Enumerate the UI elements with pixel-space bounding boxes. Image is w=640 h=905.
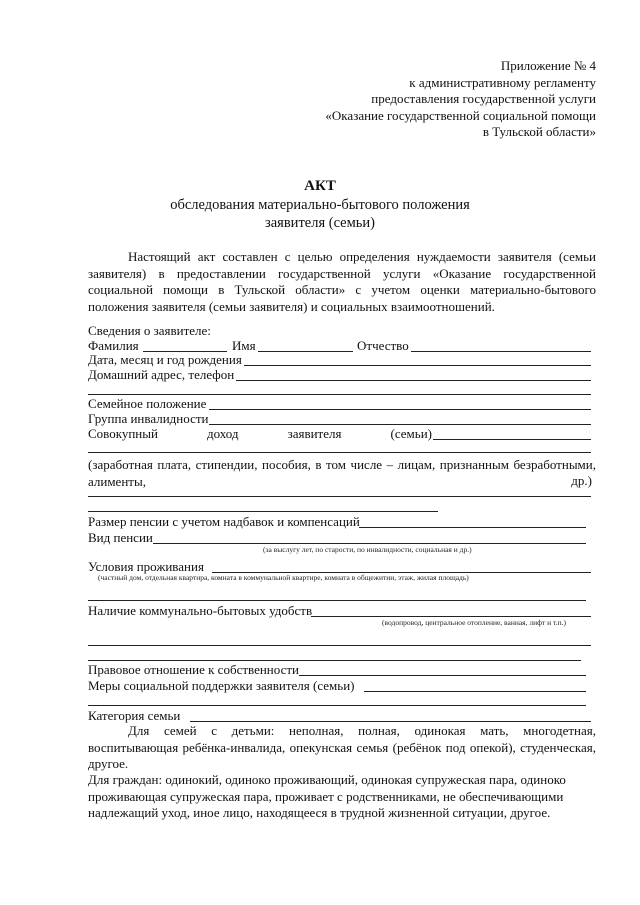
income-word: доход (207, 426, 239, 441)
income-detail-line[interactable] (88, 511, 438, 512)
annex-line: в Тульской области» (482, 124, 596, 139)
income-word: (семьи) (390, 426, 432, 441)
name-field[interactable] (258, 351, 353, 352)
annex-line: к административному регламенту (409, 74, 596, 90)
address-field-continuation[interactable] (88, 394, 591, 395)
citizen-category-options: Для граждан: одинокий, одиноко проживающий, одинокая супружеская пара, одиноко проживающая супружеская пара, проживает с родственниками, не обеспечивающими надлежащий уход, иное лицо, находящееся в трудной жизненной ситуации, другое. (88, 772, 566, 820)
utilities-continuation[interactable] (88, 660, 581, 661)
income-field-continuation[interactable] (88, 452, 591, 453)
document-title: АКТ (304, 178, 336, 194)
utilities-hint: (водопровод, центральное отопление, ванная, лифт и т.п.) (382, 618, 567, 627)
living-conditions-hint: (частный дом, отдельная квартира, комната в коммунальной квартире, комната в общежитии, этаж, жилая площадь) (98, 573, 469, 582)
annex-header (325, 58, 596, 141)
pension-type-field[interactable] (153, 543, 586, 544)
income-word: заявителя (287, 426, 342, 441)
annex-line: предоставления государственной услуги (371, 91, 596, 106)
pension-size-label: Размер пенсии с учетом надбавок и компенсаций (88, 514, 360, 529)
annex-number: Приложение № 4 (500, 58, 596, 73)
family-category-options: Для семей с детьми: неполная, полная, одинокая мать, многодетная, воспитывающая ребёнка-инвалида, опекунская семья (ребёнок под опекой), студенческая, другое. (88, 723, 596, 771)
family-status-field[interactable] (209, 409, 591, 410)
address-label: Домашний адрес, телефон (88, 367, 235, 382)
social-support-field[interactable] (364, 691, 586, 692)
pension-size-field[interactable] (359, 527, 586, 528)
social-support-continuation[interactable] (88, 705, 586, 706)
disability-field[interactable] (209, 424, 591, 425)
patronymic-field[interactable] (411, 351, 591, 352)
intro-paragraph: Настоящий акт составлен с целью определения нуждаемости заявителя (семьи заявителя) в предоставлении государственной услуги «Оказание государственной социальной помощи в Тульской области» с учетом оценки материально-бытового положения заявителя (семьи заявителя) и социальных взаимоотношений. (88, 249, 596, 315)
living-conditions-label: Условия проживания (88, 559, 204, 574)
family-status-label: Семейное положение (88, 396, 207, 411)
income-note: (заработная плата, стипендии, пособия, в том числе – лицам, признанным безработными, алименты, (88, 457, 596, 489)
surname-label: Фамилия (88, 338, 139, 353)
patronymic-label: Отчество (357, 338, 409, 353)
income-word: Совокупный (88, 426, 158, 441)
utilities-field[interactable] (311, 616, 591, 617)
address-field[interactable] (236, 380, 591, 381)
birth-date-label: Дата, месяц и год рождения (88, 352, 242, 367)
pension-type-hint: (за выслугу лет, по старости, по инвалидности, социальная и др.) (263, 545, 472, 554)
annex-line: «Оказание государственной социальной помощи (325, 107, 596, 123)
social-support-label: Меры социальной поддержки заявителя (семьи) (88, 678, 355, 693)
property-label: Правовое отношение к собственности (88, 662, 299, 677)
property-field[interactable] (299, 675, 586, 676)
name-label: Имя (232, 338, 256, 353)
document-subtitle: заявителя (семьи) (265, 215, 375, 231)
disability-label: Группа инвалидности (88, 411, 209, 426)
income-detail-line[interactable] (88, 496, 591, 497)
income-label-row (88, 426, 432, 442)
utilities-continuation[interactable] (88, 645, 591, 646)
applicant-section-header: Сведения о заявителе: (88, 323, 211, 338)
income-note-end: др.) (571, 473, 592, 488)
birth-date-field[interactable] (244, 365, 591, 366)
family-category-label: Категория семьи (88, 708, 181, 723)
income-field[interactable] (433, 439, 591, 440)
living-conditions-continuation[interactable] (88, 600, 586, 601)
family-category-field[interactable] (190, 721, 591, 722)
pension-type-label: Вид пенсии (88, 530, 153, 545)
utilities-label: Наличие коммунально-бытовых удобств (88, 603, 313, 618)
document-subtitle: обследования материально-бытового положения (170, 197, 470, 213)
